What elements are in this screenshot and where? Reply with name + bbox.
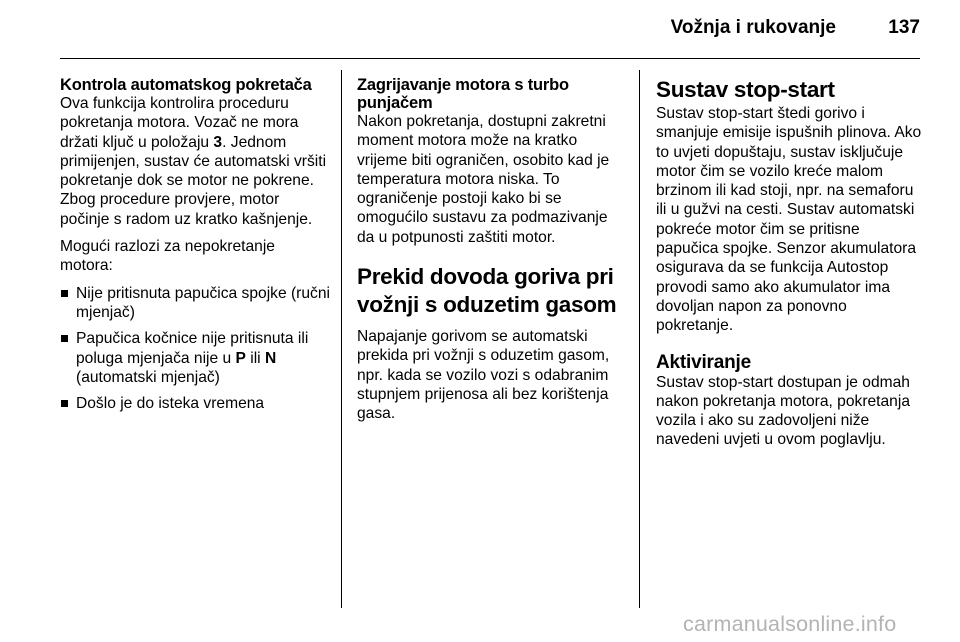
gear-position-label: N xyxy=(264,349,277,367)
watermark: carmanualsonline.info xyxy=(683,612,897,636)
list-item xyxy=(60,394,332,413)
column-divider-1 xyxy=(341,70,342,608)
list-item-text: Došlo je do isteka vremena xyxy=(76,395,265,413)
section-heading-fuel-cutoff: Prekid dovoda goriva pri vožnji s oduzetim gasom xyxy=(357,264,617,318)
paragraph-starter-description xyxy=(60,94,332,229)
page-header-title: Vožnja i rukovanje xyxy=(670,17,836,38)
column-stop-start xyxy=(656,76,926,450)
page-number: 137 xyxy=(888,17,920,38)
gear-position-label: P xyxy=(235,349,246,367)
list-item-text: ili xyxy=(245,349,265,367)
section-heading-turbo-warmup: Zagrijavanje motora s turbo punjačem xyxy=(357,76,569,112)
section-heading-activation: Aktiviranje xyxy=(656,351,751,373)
header-divider xyxy=(60,58,920,59)
square-bullet-icon xyxy=(61,400,68,407)
square-bullet-icon xyxy=(61,290,68,297)
column-turbo-warmup xyxy=(357,76,627,424)
column-automatic-starter xyxy=(60,76,332,420)
paragraph-start-failure-reasons: Mogući razlozi za nepokretanje motora: xyxy=(60,238,275,275)
list-item-text: Nije pritisnuta papučica spojke (ručni mjenjač) xyxy=(76,284,330,321)
reasons-list xyxy=(60,284,332,414)
section-heading-stop-start: Sustav stop-start xyxy=(656,77,835,102)
section-heading-automatic-starter: Kontrola automatskog pokretača xyxy=(60,76,312,94)
paragraph-activation: Sustav stop-start dostupan je odmah nakon pokretanja motora, pokretanja vozila i ako su zadovoljeni niže navedeni uvjeti u ovom poglavlju. xyxy=(656,373,910,449)
square-bullet-icon xyxy=(61,335,68,342)
list-item xyxy=(60,284,332,323)
text-span: Ova funkcija kontrolira proceduru pokretanja motora. Vozač ne mora držati ključ u položaju xyxy=(60,95,299,151)
column-divider-2 xyxy=(639,70,640,608)
list-item-text: (automatski mjenjač) xyxy=(76,368,220,386)
page-header xyxy=(60,0,920,62)
paragraph-turbo-warmup: Nakon pokretanja, dostupni zakretni moment motora može na kratko vrijeme biti ograničen, osobito kad je temperatura motora niska. To ograničenje postoji kako bi se omogućilo sustavu za podmazivanje da u potpunosti zaštiti motor. xyxy=(357,113,610,246)
list-item xyxy=(60,329,332,387)
paragraph-stop-start: Sustav stop-start štedi gorivo i smanjuje emisije ispušnih plinova. Ako to uvjeti dopuštaju, sustav isključuje motor čim se vozilo kreće malom brzinom ili kad stoji, npr. na semaforu ili u gužvi na cesti. Sustav automatski pokreće motor čim se pritisne papučica spojke. Senzor akumulatora osigurava da se funkcija Autostop provodi samo ako akumulator ima dovoljan napon za ponovno pokretanje. xyxy=(656,105,922,335)
list-item-text: Papučica kočnice nije pritisnuta ili poluga mjenjača nije u xyxy=(76,330,309,367)
key-position-label: 3 xyxy=(213,133,223,151)
paragraph-fuel-cutoff: Napajanje gorivom se automatski prekida pri vožnji s oduzetim gasom, npr. kada se vozilo vozi s odabranim stupnjem prijenosa ali bez korištenja gasa. xyxy=(357,328,610,423)
text-span: . Jednom primijenjen, sustav će automatski vršiti pokretanje dok se motor ne pokrene. Zbog procedure provjere, motor počinje s radom uz kratko kašnjenje. xyxy=(60,133,327,228)
